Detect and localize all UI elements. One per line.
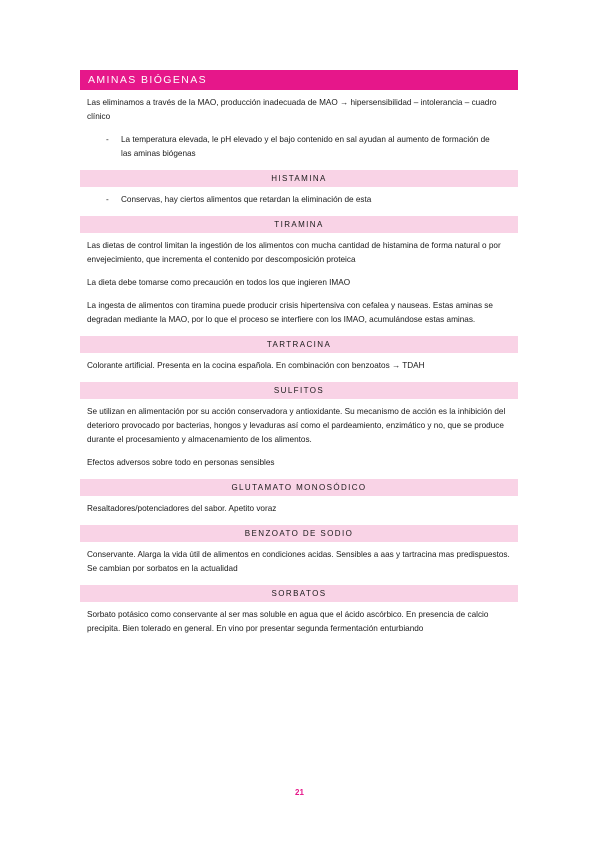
sorbatos-header: SORBATOS (80, 585, 518, 602)
tiramina-header: TIRAMINA (80, 216, 518, 233)
tartracina-header: TARTRACINA (80, 336, 518, 353)
page-number: 21 (295, 788, 304, 797)
document-page (80, 70, 518, 645)
intro-bullet-text: La temperatura elevada, le pH elevado y el bajo contenido en sal ayudan al aumento de formación de las aminas biógenas (121, 135, 490, 158)
histamina-bullet (106, 193, 518, 207)
glutamato-paragraph: Resaltadores/potenciadores del sabor. Apetito voraz (87, 504, 277, 513)
sulfitos-paragraph-1: Se utilizan en alimentación por su acción conservadora y antioxidante. Su mecanismo de acción es la inhibición del deterioro provocado por bacterias, hongos y levaduras así como el pardeamiento, enzimático y no, que se produce durante el procesamiento y almacenamiento de los alimentos. (87, 407, 506, 444)
tiramina-paragraph-3: La ingesta de alimentos con tiramina puede producir crisis hipertensiva con cefalea y nauseas. Estas aminas se degradan mediante la MAO, por lo que el proceso se interfiere con los IMAO, acumulándose estas aminas. (87, 301, 493, 324)
main-section-header: AMINAS BIÓGENAS (80, 70, 518, 90)
benzoato-header: BENZOATO DE SODIO (80, 525, 518, 542)
tiramina-paragraph-2: La dieta debe tomarse como precaución en todos los que ingieren IMAO (87, 278, 351, 287)
histamina-bullet-text: Conservas, hay ciertos alimentos que retardan la eliminación de esta (121, 195, 372, 204)
intro-paragraph: Las eliminamos a través de la MAO, producción inadecuada de MAO → hipersensibilidad – intolerancia – cuadro clínico (87, 98, 497, 121)
glutamato-header: GLUTAMATO MONOSÓDICO (80, 479, 518, 496)
tiramina-paragraph-1: Las dietas de control limitan la ingestión de los alimentos con mucha cantidad de histamina de forma natural o por envejecimiento, que incrementa el contenido por descomposición proteica (87, 241, 501, 264)
benzoato-paragraph: Conservante. Alarga la vida útil de alimentos en condiciones acidas. Sensibles a aas y tartracina mas predispuestos. Se cambian por sorbatos en la actualidad (87, 550, 510, 573)
bullet-dash: - (106, 135, 109, 144)
sulfitos-paragraph-2: Efectos adversos sobre todo en personas sensibles (87, 458, 275, 467)
sulfitos-header: SULFITOS (80, 382, 518, 399)
tartracina-paragraph: Colorante artificial. Presenta en la cocina española. En combinación con benzoatos → TDAH (87, 361, 425, 370)
histamina-header: HISTAMINA (80, 170, 518, 187)
bullet-dash: - (106, 195, 109, 204)
intro-bullet (106, 133, 518, 161)
sorbatos-paragraph: Sorbato potásico como conservante al ser mas soluble en agua que el ácido ascórbico. En presencia de calcio precipita. Bien tolerado en general. En vino por presentar segunda fermentación enturbiando (87, 610, 489, 633)
